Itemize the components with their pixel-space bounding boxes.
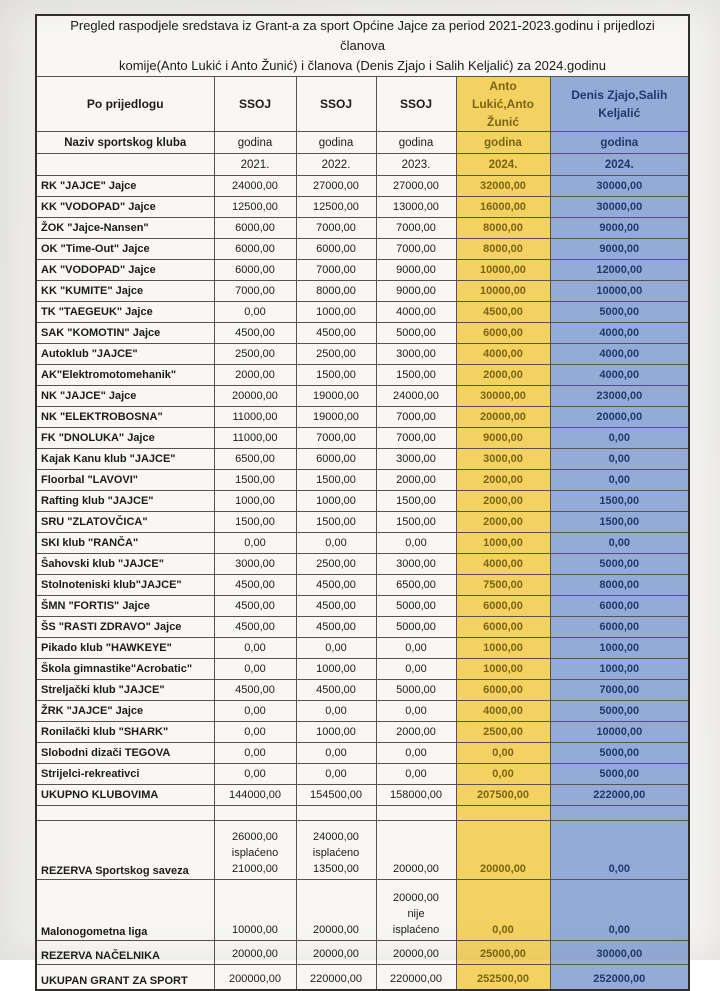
amount-cell: 8000,00 [296, 281, 376, 302]
club-name-cell: Kajak Kanu klub "JAJCE" [36, 449, 214, 470]
year-2024-commission: 2024. [456, 154, 550, 176]
amount-cell: 222000,00 [550, 785, 689, 806]
amount-cell: 0,00 [376, 533, 456, 554]
club-name-cell: NK "JAJCE" Jajce [36, 386, 214, 407]
document-title-line1: Pregled raspodjele sredstava iz Grant-a za sport Općine Jajce za period 2021-2023.godinu i prijedlozi članova [70, 18, 655, 54]
document-title-line2: komije(Anto Lukić i Anto Žunić) i članova (Denis Zjajo i Salih Keljalić) za 2024.godinu [119, 58, 607, 74]
club-row [36, 575, 689, 596]
amount-cell: 10000,00 [550, 281, 689, 302]
amount-line: isplaćeno [231, 847, 279, 860]
amount-cell: 4500,00 [296, 617, 376, 638]
amount-cell: 1000,00 [296, 722, 376, 743]
amount-cell [296, 821, 376, 880]
amount-cell: 19000,00 [296, 407, 376, 428]
amount-cell: 5000,00 [550, 701, 689, 722]
club-name-cell: ŽOK "Jajce-Nansen" [36, 218, 214, 239]
club-name-cell: TK "TAEGEUK" Jajce [36, 302, 214, 323]
header-ssoj-2021: SSOJ [214, 77, 296, 132]
amount-cell [296, 965, 376, 991]
amount-cell: 1000,00 [214, 491, 296, 512]
club-name-cell: UKUPNO KLUBOVIMA [36, 785, 214, 806]
amount-cell: 3000,00 [376, 554, 456, 575]
amount-cell [296, 941, 376, 965]
club-row [36, 617, 689, 638]
club-row [36, 680, 689, 701]
amount-cell: 0,00 [214, 701, 296, 722]
amount-cell: 9000,00 [376, 281, 456, 302]
amount-cell: 6500,00 [376, 575, 456, 596]
amount-cell: 3000,00 [376, 449, 456, 470]
amount-cell: 1500,00 [214, 512, 296, 533]
amount-cell: 4500,00 [214, 617, 296, 638]
amount-cell: 4500,00 [214, 680, 296, 701]
amount-cell [550, 880, 689, 941]
amount-line: 20000,00 [393, 892, 439, 905]
club-name-cell: NK "ELEKTROBOSNA" [36, 407, 214, 428]
bottom-rows-body [36, 806, 689, 991]
amount-cell: 12500,00 [296, 197, 376, 218]
amount-cell: 2000,00 [376, 470, 456, 491]
amount-cell: 4500,00 [214, 323, 296, 344]
amount-cell: 2000,00 [214, 365, 296, 386]
amount-cell: 0,00 [296, 701, 376, 722]
amount-line: 0,00 [492, 924, 514, 937]
godina-label: godina [456, 132, 550, 154]
amount-cell: 0,00 [550, 449, 689, 470]
amount-cell: 9000,00 [550, 218, 689, 239]
amount-line: 0,00 [608, 924, 630, 937]
amount-cell: 6000,00 [296, 239, 376, 260]
amount-cell: 158000,00 [376, 785, 456, 806]
amount-cell: 1000,00 [456, 533, 550, 554]
club-name-cell: ŽRK "JAJCE" Jajce [36, 701, 214, 722]
amount-cell: 5000,00 [550, 764, 689, 785]
godina-label: godina [550, 132, 689, 154]
amount-cell: 27000,00 [376, 176, 456, 197]
summary-label-cell: Malonogometna liga [36, 880, 214, 941]
amount-cell [376, 880, 456, 941]
amount-cell [550, 965, 689, 991]
header-naziv-sportskog-kluba: Naziv sportskog kluba [36, 132, 214, 154]
amount-cell: 0,00 [214, 302, 296, 323]
amount-cell: 5000,00 [550, 302, 689, 323]
amount-cell: 4500,00 [214, 596, 296, 617]
club-name-cell: Slobodni dizači TEGOVA [36, 743, 214, 764]
amount-cell: 6000,00 [214, 218, 296, 239]
amount-cell: 30000,00 [456, 386, 550, 407]
amount-cell: 2000,00 [456, 470, 550, 491]
amount-cell: 4500,00 [214, 575, 296, 596]
amount-cell: 7000,00 [214, 281, 296, 302]
summary-row [36, 941, 689, 965]
header-anto-lukic-anto-zunic: Anto Lukić,Anto Žunić [456, 77, 550, 132]
amount-cell [456, 965, 550, 991]
amount-cell: 6000,00 [456, 680, 550, 701]
club-name-cell: Strijelci-rekreativci [36, 764, 214, 785]
header-po-prijedlogu: Po prijedlogu [36, 77, 214, 132]
empty-cell [214, 806, 296, 821]
amount-cell: 0,00 [456, 764, 550, 785]
amount-line: 20000,00 [480, 863, 526, 876]
amount-cell: 1500,00 [296, 512, 376, 533]
amount-cell: 4000,00 [376, 302, 456, 323]
amount-cell: 12000,00 [550, 260, 689, 281]
amount-cell: 0,00 [214, 533, 296, 554]
amount-cell: 3000,00 [376, 344, 456, 365]
header-ssoj-2022: SSOJ [296, 77, 376, 132]
amount-cell [214, 821, 296, 880]
club-name-cell: AK"Elektromotomehanik" [36, 365, 214, 386]
amount-line: 25000,00 [480, 948, 526, 961]
amount-cell: 5000,00 [376, 617, 456, 638]
amount-cell: 2500,00 [296, 344, 376, 365]
amount-cell [550, 821, 689, 880]
amount-cell: 0,00 [296, 764, 376, 785]
amount-line: 20000,00 [313, 948, 359, 961]
amount-cell: 2500,00 [214, 344, 296, 365]
club-name-cell: Pikado klub "HAWKEYE" [36, 638, 214, 659]
amount-cell: 0,00 [214, 722, 296, 743]
club-row [36, 239, 689, 260]
amount-cell [376, 821, 456, 880]
godina-label: godina [376, 132, 456, 154]
amount-cell: 0,00 [376, 743, 456, 764]
amount-cell: 0,00 [214, 764, 296, 785]
amount-cell: 2500,00 [296, 554, 376, 575]
club-name-cell: Ronilački klub "SHARK" [36, 722, 214, 743]
amount-line: 24000,00 [313, 831, 359, 844]
amount-cell: 1000,00 [296, 659, 376, 680]
club-row [36, 470, 689, 491]
year-2024-members: 2024. [550, 154, 689, 176]
amount-cell: 5000,00 [550, 743, 689, 764]
amount-cell: 2000,00 [456, 512, 550, 533]
amount-cell: 24000,00 [214, 176, 296, 197]
club-row [36, 764, 689, 785]
club-row [36, 323, 689, 344]
amount-cell: 207500,00 [456, 785, 550, 806]
summary-row [36, 821, 689, 880]
club-name-cell: RK "JAJCE" Jajce [36, 176, 214, 197]
club-name-cell: Floorbal "LAVOVI" [36, 470, 214, 491]
amount-cell: 4000,00 [456, 344, 550, 365]
amount-line: 200000,00 [229, 973, 281, 986]
amount-cell: 1500,00 [550, 491, 689, 512]
header-ssoj-2023: SSOJ [376, 77, 456, 132]
club-row [36, 659, 689, 680]
amount-line: 252500,00 [477, 973, 529, 986]
club-name-cell: SKI klub "RANČA" [36, 533, 214, 554]
amount-cell: 30000,00 [550, 197, 689, 218]
summary-label-cell: UKUPAN GRANT ZA SPORT [36, 965, 214, 991]
club-name-cell: ŠS "RASTI ZDRAVO" Jajce [36, 617, 214, 638]
amount-cell: 10000,00 [456, 281, 550, 302]
amount-cell: 7000,00 [296, 260, 376, 281]
amount-cell: 6000,00 [550, 617, 689, 638]
amount-cell: 5000,00 [376, 596, 456, 617]
amount-cell: 5000,00 [376, 680, 456, 701]
club-row [36, 554, 689, 575]
club-name-cell: ŠMN "FORTIS" Jajce [36, 596, 214, 617]
amount-cell: 9000,00 [376, 260, 456, 281]
club-row [36, 701, 689, 722]
amount-cell: 0,00 [456, 743, 550, 764]
title-row [36, 15, 689, 77]
amount-cell: 6000,00 [456, 617, 550, 638]
club-row [36, 428, 689, 449]
amount-cell: 0,00 [296, 533, 376, 554]
amount-cell: 1000,00 [550, 638, 689, 659]
amount-cell: 4000,00 [550, 365, 689, 386]
amount-cell: 6000,00 [214, 239, 296, 260]
club-row [36, 344, 689, 365]
amount-cell: 23000,00 [550, 386, 689, 407]
club-row [36, 449, 689, 470]
grant-distribution-table [35, 14, 690, 991]
amount-cell: 4000,00 [456, 701, 550, 722]
club-name-cell: KK "KUMITE" Jajce [36, 281, 214, 302]
amount-line: 13500,00 [313, 863, 359, 876]
amount-cell: 1500,00 [376, 512, 456, 533]
amount-cell: 11000,00 [214, 407, 296, 428]
empty-cell [376, 806, 456, 821]
amount-cell: 0,00 [214, 659, 296, 680]
club-row [36, 596, 689, 617]
amount-cell: 10000,00 [456, 260, 550, 281]
club-name-cell: SAK "KOMOTIN" Jajce [36, 323, 214, 344]
club-row [36, 491, 689, 512]
amount-cell: 19000,00 [296, 386, 376, 407]
amount-cell: 1000,00 [550, 659, 689, 680]
document-title [36, 15, 689, 77]
amount-cell: 1000,00 [296, 302, 376, 323]
amount-cell: 0,00 [550, 428, 689, 449]
amount-line: 20000,00 [232, 948, 278, 961]
club-row [36, 533, 689, 554]
empty-cell [36, 806, 214, 821]
amount-cell: 0,00 [376, 701, 456, 722]
club-row [36, 302, 689, 323]
total-row [36, 785, 689, 806]
amount-cell: 2000,00 [456, 491, 550, 512]
amount-cell: 7000,00 [376, 239, 456, 260]
amount-cell: 4500,00 [296, 323, 376, 344]
amount-cell: 0,00 [550, 533, 689, 554]
amount-cell: 9000,00 [456, 428, 550, 449]
amount-line: isplaćeno [312, 847, 360, 860]
club-row [36, 407, 689, 428]
amount-line: nije [407, 908, 425, 921]
amount-cell: 8000,00 [456, 239, 550, 260]
club-row [36, 176, 689, 197]
club-row [36, 197, 689, 218]
amount-cell: 0,00 [296, 743, 376, 764]
amount-cell: 6500,00 [214, 449, 296, 470]
year-2023: 2023. [376, 154, 456, 176]
empty-cell [456, 806, 550, 821]
amount-cell: 1500,00 [550, 512, 689, 533]
amount-cell: 144000,00 [214, 785, 296, 806]
header-row-proposer [36, 77, 689, 132]
amount-cell: 1500,00 [296, 470, 376, 491]
amount-cell: 0,00 [376, 659, 456, 680]
amount-cell: 4500,00 [296, 596, 376, 617]
club-row [36, 512, 689, 533]
header-row-godina [36, 132, 689, 154]
amount-cell: 2500,00 [456, 722, 550, 743]
amount-cell: 20000,00 [214, 386, 296, 407]
amount-cell: 24000,00 [376, 386, 456, 407]
year-2021: 2021. [214, 154, 296, 176]
amount-cell: 1500,00 [214, 470, 296, 491]
amount-cell: 1500,00 [376, 365, 456, 386]
amount-cell: 8000,00 [550, 575, 689, 596]
amount-cell: 4000,00 [550, 323, 689, 344]
header-row-years [36, 154, 689, 176]
amount-cell: 32000,00 [456, 176, 550, 197]
amount-cell: 3000,00 [214, 554, 296, 575]
amount-cell: 0,00 [296, 638, 376, 659]
club-row [36, 638, 689, 659]
godina-label: godina [214, 132, 296, 154]
empty-cell [36, 154, 214, 176]
club-row [36, 386, 689, 407]
amount-cell: 16000,00 [456, 197, 550, 218]
amount-cell: 0,00 [550, 470, 689, 491]
amount-cell: 1000,00 [296, 491, 376, 512]
club-row [36, 722, 689, 743]
club-name-cell: Autoklub "JAJCE" [36, 344, 214, 365]
amount-line: 20000,00 [393, 863, 439, 876]
amount-cell: 6000,00 [456, 596, 550, 617]
amount-line: 20000,00 [313, 924, 359, 937]
amount-line: 10000,00 [232, 924, 278, 937]
summary-row [36, 965, 689, 991]
amount-cell: 10000,00 [550, 722, 689, 743]
amount-line: 0,00 [608, 863, 630, 876]
amount-line: 220000,00 [310, 973, 362, 986]
amount-line: isplaćeno [392, 924, 440, 937]
club-name-cell: Rafting klub "JAJCE" [36, 491, 214, 512]
amount-cell [376, 941, 456, 965]
club-name-cell: Stolnoteniski klub"JAJCE" [36, 575, 214, 596]
amount-cell: 6000,00 [214, 260, 296, 281]
amount-cell: 7500,00 [456, 575, 550, 596]
amount-line: 26000,00 [232, 831, 278, 844]
amount-cell: 1000,00 [456, 638, 550, 659]
amount-cell: 4000,00 [550, 344, 689, 365]
amount-line: 252000,00 [593, 973, 646, 986]
amount-cell: 9000,00 [550, 239, 689, 260]
amount-line: 30000,00 [596, 948, 643, 961]
amount-cell: 1500,00 [376, 491, 456, 512]
club-row [36, 218, 689, 239]
club-name-cell: AK "VODOPAD" Jajce [36, 260, 214, 281]
amount-cell [550, 941, 689, 965]
amount-cell: 0,00 [214, 638, 296, 659]
amount-cell: 6000,00 [550, 596, 689, 617]
amount-line: 20000,00 [393, 948, 439, 961]
amount-cell: 7000,00 [296, 218, 376, 239]
amount-cell: 0,00 [376, 764, 456, 785]
amount-cell: 4500,00 [296, 680, 376, 701]
amount-cell: 12500,00 [214, 197, 296, 218]
club-row [36, 281, 689, 302]
amount-cell [456, 821, 550, 880]
amount-cell: 154500,00 [296, 785, 376, 806]
amount-cell [214, 941, 296, 965]
amount-cell: 7000,00 [296, 428, 376, 449]
amount-cell: 6000,00 [456, 323, 550, 344]
amount-cell: 2000,00 [456, 365, 550, 386]
amount-cell: 8000,00 [456, 218, 550, 239]
summary-label-cell: REZERVA Sportskog saveza [36, 821, 214, 880]
club-row [36, 743, 689, 764]
club-name-cell: FK "DNOLUKA" Jajce [36, 428, 214, 449]
club-name-cell: KK "VODOPAD" Jajce [36, 197, 214, 218]
amount-cell: 4500,00 [456, 302, 550, 323]
club-rows-body [36, 176, 689, 806]
amount-cell: 3000,00 [456, 449, 550, 470]
amount-cell: 11000,00 [214, 428, 296, 449]
amount-cell [456, 941, 550, 965]
godina-label: godina [296, 132, 376, 154]
amount-cell [456, 880, 550, 941]
amount-line: 220000,00 [390, 973, 442, 986]
amount-cell: 7000,00 [550, 680, 689, 701]
amount-cell: 2000,00 [376, 722, 456, 743]
club-name-cell: Šahovski klub "JAJCE" [36, 554, 214, 575]
amount-cell: 27000,00 [296, 176, 376, 197]
amount-cell: 0,00 [214, 743, 296, 764]
amount-cell [214, 880, 296, 941]
club-name-cell: Škola gimnastike"Acrobatic" [36, 659, 214, 680]
amount-cell: 4500,00 [296, 575, 376, 596]
amount-cell [214, 965, 296, 991]
club-row [36, 260, 689, 281]
amount-cell: 7000,00 [376, 407, 456, 428]
year-2022: 2022. [296, 154, 376, 176]
summary-label-cell: REZERVA NAČELNIKA [36, 941, 214, 965]
amount-cell: 6000,00 [296, 449, 376, 470]
empty-cell [296, 806, 376, 821]
club-name-cell: Streljački klub "JAJCE" [36, 680, 214, 701]
club-name-cell: OK "Time-Out" Jajce [36, 239, 214, 260]
summary-row [36, 880, 689, 941]
amount-cell: 5000,00 [550, 554, 689, 575]
club-name-cell: SRU "ZLATOVČICA" [36, 512, 214, 533]
amount-cell: 0,00 [376, 638, 456, 659]
club-row [36, 365, 689, 386]
amount-cell: 7000,00 [376, 428, 456, 449]
amount-cell: 20000,00 [456, 407, 550, 428]
amount-cell: 1500,00 [296, 365, 376, 386]
amount-line: 21000,00 [232, 863, 278, 876]
amount-cell [376, 965, 456, 991]
empty-cell [550, 806, 689, 821]
amount-cell: 13000,00 [376, 197, 456, 218]
amount-cell: 4000,00 [456, 554, 550, 575]
amount-cell: 7000,00 [376, 218, 456, 239]
amount-cell: 1000,00 [456, 659, 550, 680]
amount-cell [296, 880, 376, 941]
amount-cell: 20000,00 [550, 407, 689, 428]
spacer-row [36, 806, 689, 821]
header-denis-zjajo-salih-keljalic: Denis Zjajo,Salih Keljalić [550, 77, 689, 132]
amount-cell: 30000,00 [550, 176, 689, 197]
amount-cell: 5000,00 [376, 323, 456, 344]
